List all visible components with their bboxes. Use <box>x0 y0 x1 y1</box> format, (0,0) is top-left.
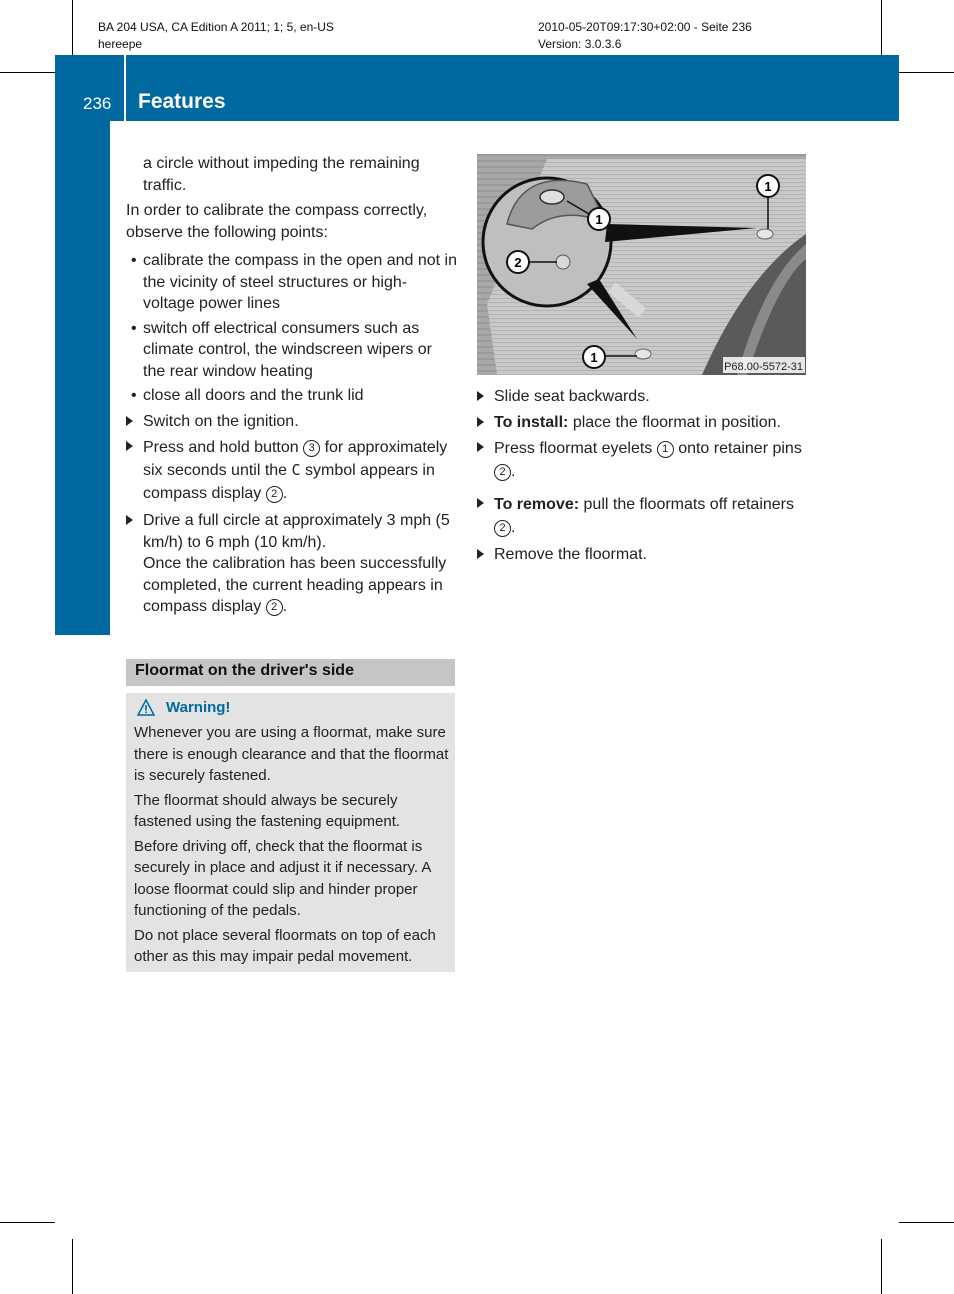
step-text: Press and hold button <box>143 439 299 456</box>
step <box>126 411 458 433</box>
crop-mark <box>881 1239 882 1294</box>
step-text: pull the floormats off retainers <box>583 496 794 513</box>
list-item: • calibrate the compass in the open and not in the vicinity of steel structures or high-voltage power lines <box>126 250 458 315</box>
warning-icon <box>137 699 155 716</box>
warning-text <box>134 722 452 971</box>
arrow-icon <box>477 391 484 401</box>
step: To remove: pull the floormats off retainers 2 . <box>477 493 807 539</box>
list-item: • switch off electrical consumers such as climate control, the windscreen wipers or the rear window heating <box>126 318 458 383</box>
warning-paragraph: Whenever you are using a floormat, make sure there is enough clearance and that the floormat is securely fastened. <box>134 724 449 784</box>
meta-line: Version: 3.0.3.6 <box>538 37 622 51</box>
step-text: Press floormat eyelets <box>494 440 653 457</box>
step-text: Remove the floormat. <box>494 546 647 563</box>
callout-number: 2 <box>494 520 511 537</box>
warning-paragraph: Before driving off, check that the floormat is securely in place and adjust it if necessary. A loose floormat could slip and hinder proper functioning of the pedals. <box>134 837 431 919</box>
step <box>477 544 807 566</box>
warning-title: Warning! <box>166 699 231 716</box>
step-text: onto retainer pins <box>678 440 802 457</box>
step <box>477 412 807 434</box>
right-column <box>477 386 807 566</box>
print-meta-right <box>538 19 752 53</box>
warning-paragraph: Do not place several floormats on top of each other as this may impair pedal movement. <box>134 926 436 965</box>
callout-label: 1 <box>590 350 598 365</box>
step-text: Switch on the ignition. <box>143 412 299 430</box>
step-text: Slide seat backwards. <box>494 388 650 405</box>
header-divider <box>124 55 126 121</box>
crop-mark <box>72 0 73 55</box>
mat-eyelet <box>635 349 651 359</box>
step: Drive a full circle at approximately 3 mph (5 km/h) to 6 mph (10 km/h). Once the calibration has been successfully completed, the current heading appears in compass display 2 . <box>126 510 458 618</box>
step-text: symbol appears in compass display <box>143 462 435 502</box>
arrow-icon <box>477 549 484 559</box>
crop-mark <box>881 0 882 55</box>
step-text: place the floormat in position. <box>572 413 781 431</box>
crop-mark <box>899 1222 954 1223</box>
step: Press and hold button 3 for approximately six seconds until the C symbol appears in compass display 2 . <box>126 436 458 505</box>
step-label: To install: <box>494 413 569 431</box>
callout-number: 2 <box>266 486 283 503</box>
arrow-icon <box>126 441 133 451</box>
callout-number: 3 <box>303 440 320 457</box>
left-column <box>126 153 458 618</box>
arrow-icon <box>126 416 133 426</box>
callout-number: 1 <box>657 441 674 458</box>
subsection-heading <box>126 659 455 686</box>
callout-number: 2 <box>266 599 283 616</box>
step-text: Once the calibration has been successfully completed, the current heading appears in compass display <box>143 555 447 615</box>
meta-line: BA 204 USA, CA Edition A 2011; 1; 5, en-US <box>98 20 334 34</box>
arrow-icon <box>477 417 484 427</box>
list-item: • close all doors and the trunk lid <box>126 385 458 407</box>
meta-line: hereepe <box>98 37 143 51</box>
figure-code: P68.00-5572-31 <box>724 361 803 373</box>
floormat-photo <box>477 154 806 375</box>
step: Press floormat eyelets 1 onto retainer pins 2 . <box>477 437 807 483</box>
step-text: Drive a full circle at approximately 3 mph (5 km/h) to 6 mph (10 km/h). <box>143 512 450 551</box>
paragraph: a circle without impeding the remaining traffic. <box>143 155 420 194</box>
arrow-icon <box>126 515 133 525</box>
step-text: for approximately six seconds until the <box>143 439 448 479</box>
arrow-icon <box>477 498 484 508</box>
callout-label: 2 <box>514 255 522 270</box>
retainer-pin <box>556 255 570 269</box>
warning-box <box>126 693 455 972</box>
warning-paragraph: The floormat should always be securely fastened using the fastening equipment. <box>134 791 401 830</box>
eyelet <box>540 190 564 204</box>
page-number: 236 <box>83 94 112 113</box>
arrow-icon <box>477 442 484 452</box>
subsection-title: Floormat on the driver's side <box>135 662 354 679</box>
step-label: To remove: <box>494 496 580 513</box>
step <box>477 386 807 408</box>
section-title: Features <box>138 90 226 113</box>
print-meta-left <box>98 19 334 53</box>
crop-mark <box>899 72 954 73</box>
callout-label: 1 <box>595 212 603 227</box>
crop-mark <box>72 1239 73 1294</box>
mat-eyelet <box>757 229 773 239</box>
paragraph: In order to calibrate the compass correctly, observe the following points: <box>126 202 428 241</box>
meta-line: 2010-05-20T09:17:30+02:00 - Seite 236 <box>538 20 752 34</box>
crop-mark <box>0 72 55 73</box>
callout-number: 2 <box>494 464 511 481</box>
chapter-title: Loading, stowing and features <box>82 218 110 580</box>
callout-label: 1 <box>764 179 772 194</box>
crop-mark <box>0 1222 55 1223</box>
compass-symbol: C <box>291 461 301 479</box>
